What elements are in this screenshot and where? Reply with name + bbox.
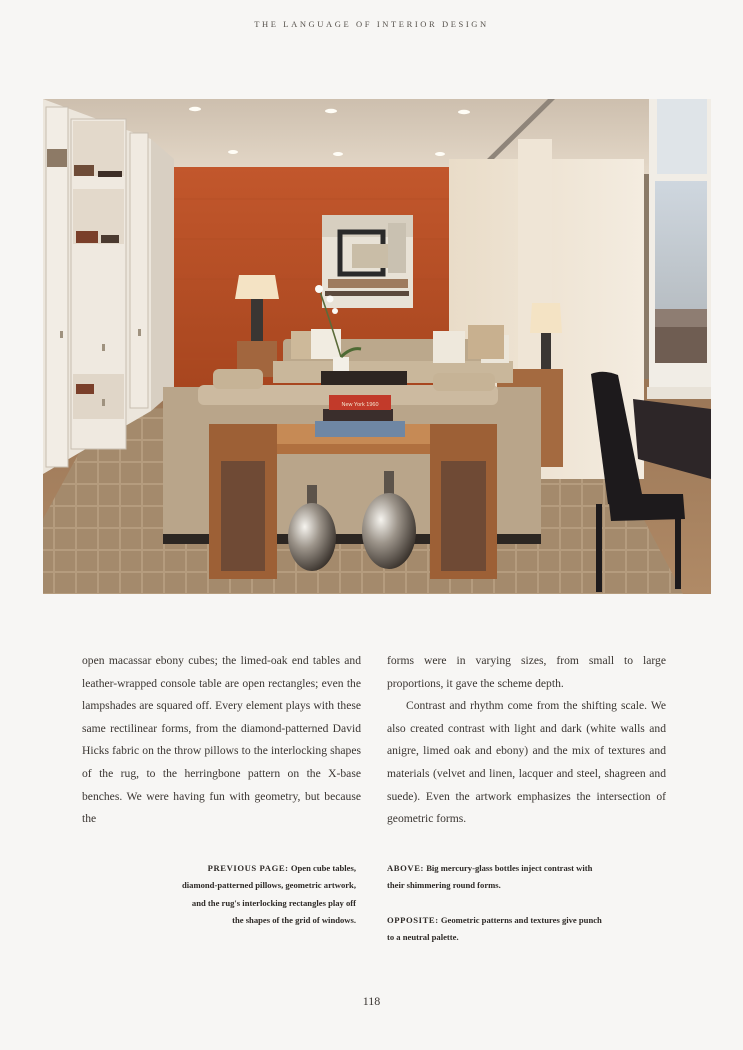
geometric-artwork [322,215,413,308]
coffee-table [321,371,407,385]
body-text-left-column [82,650,361,831]
caption-text: Big mercury-glass bottles inject contrast with their shimmering round forms. [387,863,593,891]
caption-opposite [387,912,607,947]
body-text-right-column [387,650,666,831]
interior-photograph [43,99,711,594]
caption-label: ABOVE: [387,863,425,873]
running-head: THE LANGUAGE OF INTERIOR DESIGN [254,19,489,29]
page-number: 118 [362,994,381,1008]
caption-text: Open cube tables, diamond-patterned pillows, geometric artwork, and the rug's interlocking rectangles play off the shapes of the grid of windows. [181,863,356,926]
caption-group-right [387,860,607,947]
paragraph: forms were in varying sizes, from small to large proportions, it gave the scheme depth. [387,654,666,690]
paragraph: open macassar ebony cubes; the limed-oak end tables and leather-wrapped console table are open rectangles; even the lampshades are squared off. Every element plays with these same rectilinear forms, from the diamond-patterned David Hicks fabric on the throw pillows to the interlocking shapes of the rug, to the herringbone pattern on the X-base benches. We were having fun with geometry, but because the [82,654,361,826]
book-spine-text: New York 1960 [341,402,379,408]
caption-label: OPPOSITE: [387,914,439,925]
caption-previous-page [180,860,356,930]
caption-above [387,860,607,895]
caption-label: PREVIOUS PAGE: [207,863,289,873]
caption-text: Geometric patterns and textures give punch to a neutral palette. [387,914,602,943]
window [649,99,711,389]
paragraph: Contrast and rhythm come from the shifting scale. We also created contrast with light and dark (white walls and anigre, limed oak and ebony) and the mix of textures and materials (velvet and linen, lacquer and steel, shagreen and suede). Even the artwork emphasizes the intersection of geometric forms. [387,699,666,826]
